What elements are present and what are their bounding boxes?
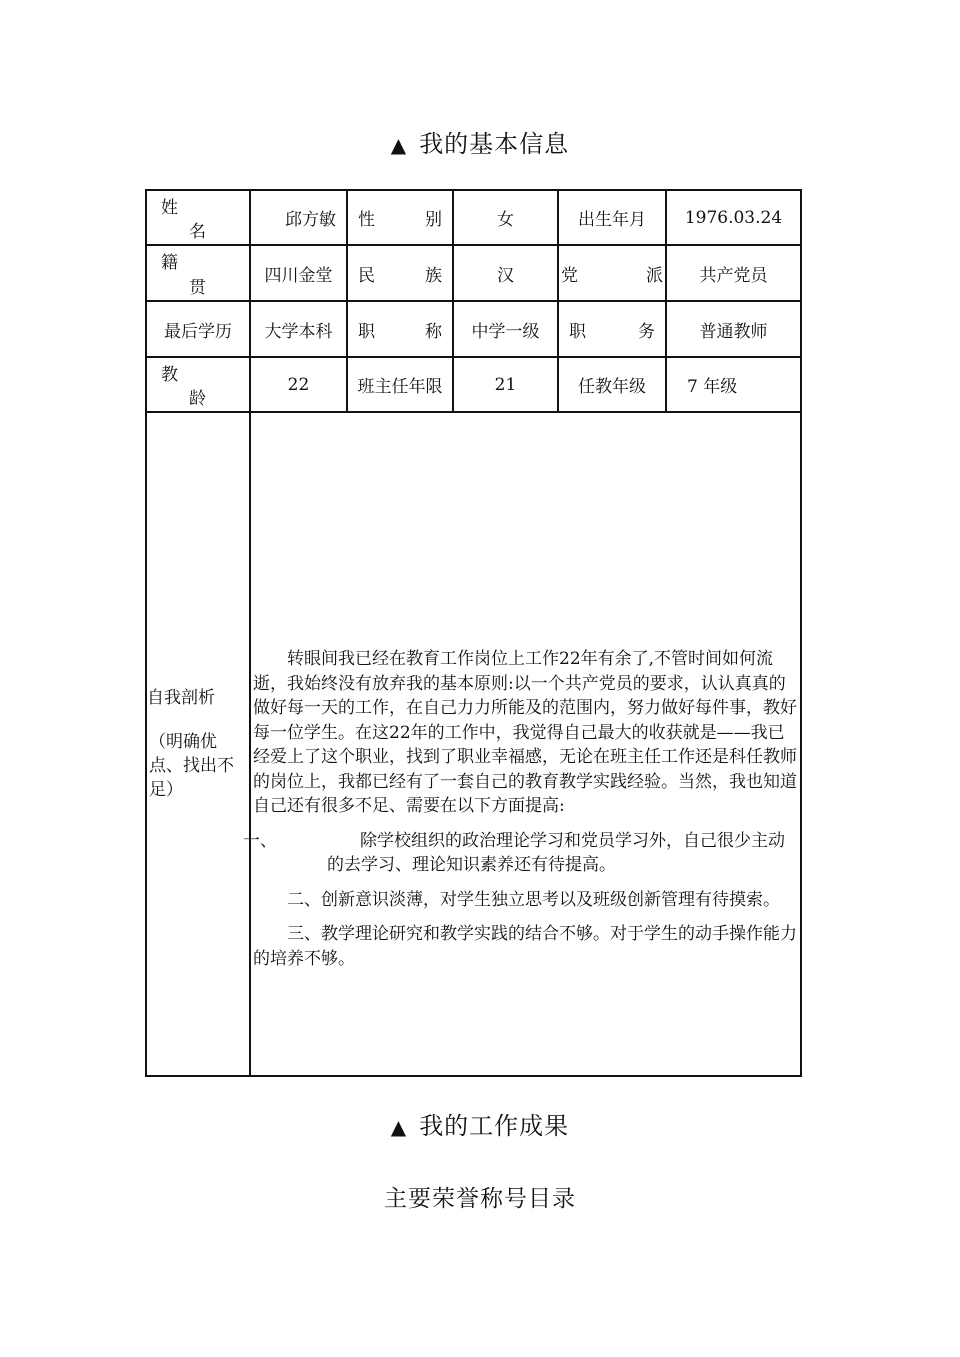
teach-years-value: 22 [250, 357, 347, 412]
self-analysis-content [243, 412, 801, 1076]
gender-label [347, 190, 453, 245]
label-part: 性 [358, 210, 375, 230]
label-part: 族 [425, 265, 442, 286]
table-row [146, 190, 801, 245]
birth-label: 出生年月 [558, 190, 666, 245]
birth-value: 1976.03.24 [666, 190, 801, 245]
heading-text: 我的工作成果 [419, 1112, 570, 1140]
point-1 [243, 829, 798, 878]
triangle-icon: ▲ [390, 133, 408, 157]
ethnic-label [347, 245, 453, 301]
native-value: 四川金堂 [250, 245, 347, 301]
label-part: 名 [189, 222, 206, 242]
point-3: 三、教学理论研究和教学实践的结合不够。对于学生的动手操作能力的培养不够。 [253, 924, 797, 969]
self-sublabel: （明确优点、找出不足） [149, 732, 234, 800]
label-part: 职 [569, 321, 586, 342]
label-part: 职 [358, 321, 375, 342]
post-label [558, 301, 666, 357]
label-part: 别 [425, 210, 442, 230]
table-row [146, 301, 801, 357]
table-row [146, 245, 801, 301]
point-2: 二、创新意识淡薄，对学生独立思考以及班级创新管理有待摸索。 [287, 889, 780, 910]
ethnic-value: 汉 [453, 245, 558, 301]
label-part: 称 [425, 321, 442, 342]
table-row [146, 412, 801, 1076]
label-part: 党 [561, 265, 578, 286]
party-label [558, 245, 666, 301]
name-value: 邱方敏 [250, 190, 347, 245]
title-value: 中学一级 [453, 301, 558, 357]
grade-value: 7 年级 [666, 357, 801, 412]
triangle-icon: ▲ [390, 1115, 408, 1139]
label-part: 务 [638, 321, 655, 342]
point-1-text: 除学校组织的政治理论学习和党员学习外，自己很少主动的去学习、理论知识素养还有待提高。 [327, 830, 785, 875]
section-heading-work-results [0, 1106, 960, 1141]
gender-value: 女 [453, 190, 558, 245]
edu-value: 大学本科 [250, 301, 347, 357]
self-analysis-label [146, 412, 250, 1076]
headteacher-value: 21 [453, 357, 558, 412]
label-part: 教 [161, 365, 178, 385]
native-label [146, 245, 250, 301]
section-heading-honors: 主要荣誉称号目录 [384, 1186, 576, 1212]
basic-info-table [145, 189, 802, 1077]
party-value: 共产党员 [666, 245, 801, 301]
post-value: 普通教师 [666, 301, 801, 357]
label-part: 贯 [189, 278, 206, 298]
label-part: 民 [358, 265, 375, 286]
section-heading-basic-info [0, 124, 960, 159]
self-paragraph: 转眼间我已经在教育工作岗位上工作22年有余了,不管时间如何流逝，我始终没有放弃我的基本原则:以一个共产党员的要求，认认真真的做好每一天的工作，在自己力力所能及的范围内，努力做好每件事，教好每一位学生。在这22年的工作中，我觉得自己最大的收获就是——我已经爱上了这个职业，找到了职业幸福感，无论在班主任工作还是科任教师的岗位上，我都已经有了一套自己的教育教学实践经验。当然，我也知道自己还有很多不足、需要在以下方面提高: [253, 649, 797, 816]
teach-years-label [146, 357, 250, 412]
point-1-number: 一、 [243, 830, 277, 851]
self-label: 自我剖析 [147, 688, 215, 708]
label-part: 派 [646, 265, 663, 286]
label-part: 籍 [161, 253, 178, 273]
edu-label: 最后学历 [146, 301, 250, 357]
grade-label: 任教年级 [558, 357, 666, 412]
label-part: 姓 [161, 198, 178, 218]
heading-text: 我的基本信息 [419, 130, 570, 158]
table-row [146, 357, 801, 412]
headteacher-label: 班主任年限 [347, 357, 453, 412]
label-part: 龄 [189, 389, 206, 409]
name-label [146, 190, 250, 245]
title-label [347, 301, 453, 357]
